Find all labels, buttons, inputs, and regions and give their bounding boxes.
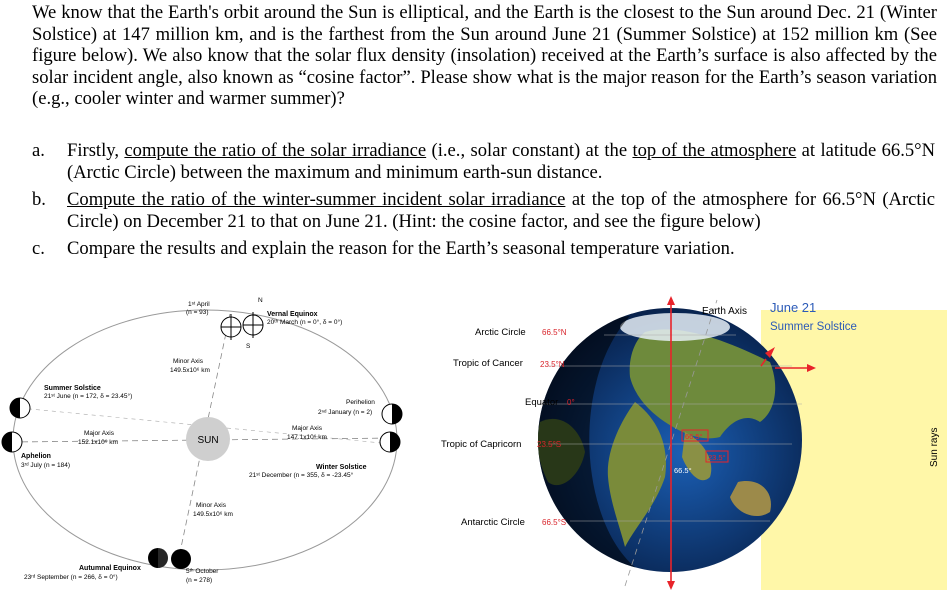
north-label: N [258,297,263,304]
question-text: Compare the results and explain the reason for the Earth’s seasonal temperature variation. [67,238,735,259]
major-axis-right-label: Major Axis [292,425,322,432]
october-label: 5ᵗʰ October [186,568,219,575]
question-label: a. [32,140,45,161]
q-text-part: at the top of the atmosphere for 66.5°N (Arctic Circle) on December 21 to that on June 21. (Hint: the cosine factor, and see the figure below) [67,189,936,232]
summer-solstice-date: 21ˢᵗ June (n = 172, δ = 23.45°) [44,393,133,400]
april-label: 1ˢᵗ April [188,301,210,308]
autumnal-equinox-date: 23ʳᵈ September (n = 266, δ = 0°) [24,574,118,581]
equator-degree: 0° [567,398,575,407]
june-21-title: June 21 [770,300,817,315]
minor-axis-top-label: Minor Axis [173,358,203,365]
orbit-diagram [0,292,420,590]
earth-solstice-diagram [430,292,947,590]
earth-summer-solstice-icon [10,398,30,418]
minor-axis-bottom-label: Minor Axis [196,502,226,509]
minor-axis-bottom-value: 149.5x10⁶ km [193,511,233,518]
q-text-part: (i.e., solar constant) at the [426,140,633,161]
angle-665-label: 66.5° [685,432,703,441]
question-label: b. [32,189,46,210]
antarctic-circle-degree: 66.5°S [542,518,567,527]
q-text-part: Firstly, [67,140,125,161]
sun-label: SUN [197,435,219,446]
aphelion-date: 3ʳᵈ July (n = 184) [21,462,70,469]
april-n-label: (n = 93) [186,309,209,316]
earth-october-icon [171,549,191,569]
vernal-equinox-label: Vernal Equinox [267,311,318,318]
q-underlined: Compute the ratio of the winter-summer incident solar irradiance [67,189,566,210]
arctic-circle-degree: 66.5°N [542,328,567,337]
sun-rays-label: Sun rays [929,427,940,467]
winter-solstice-label: Winter Solstice [316,464,367,471]
arrow-head-icon [667,581,675,590]
angle-665b-label: 66.5° [674,466,692,475]
antarctic-circle-label: Antarctic Circle [461,517,525,528]
perihelion-date: 2ⁿᵈ January (n = 2) [318,409,373,416]
south-label: S [246,343,251,350]
vernal-equinox-date: 20ᵗʰ March (n = 0°, δ = 0°) [267,319,343,326]
q-underlined: top of the atmosphere [632,140,797,161]
angle-235-label: 23.5° [708,453,726,462]
perihelion-label: Perihelion [346,399,375,406]
problem-intro: We know that the Earth's orbit around the Sun is elliptical, and the Earth is the closest to the Sun around Dec. 21 (Winter Solstice) at 147 million km, and is the farthest from the Sun around June 21 (Summer Solstice) at 152 million km (See figure below). We also know that the solar flux density (insolation) received at the Earth’s surface is also affected by the solar incident angle, also known as “cosine factor”. Please show what is the major reason for the Earth’s season variation (e.g., cooler winter and warmer summer)? [32,2,937,110]
tropic-cancer-label: Tropic of Cancer [453,358,523,369]
earth-april-icon [221,314,241,340]
major-axis-left-value: 152.1x10⁶ km [78,439,118,446]
earth-axis-label: Earth Axis [702,306,748,317]
tropic-capricorn-degree: 23.5°S [537,440,562,449]
summer-solstice-title: Summer Solstice [770,321,857,333]
major-axis-left-label: Major Axis [84,430,114,437]
winter-solstice-date: 21ˢᵗ December (n = 355, δ = -23.45° [249,472,354,479]
q-underlined: compute the ratio of the solar irradiance [124,140,427,161]
arctic-circle-label: Arctic Circle [475,327,526,338]
earth-winter-solstice-icon [380,432,400,452]
equator-label: Equator [525,397,559,408]
earth-aphelion-icon [2,432,22,452]
minor-axis-top-value: 149.5x10⁶ km [170,367,210,374]
q-text-part: at latitude 66.5°N (Arctic Circle) between the maximum and minimum earth-sun distance. [67,140,936,183]
question-label: c. [32,238,45,259]
earth-perihelion-icon [382,404,402,424]
arrow-head-icon [667,296,675,305]
tropic-cancer-degree: 23.5°N [540,360,565,369]
major-axis-right-value: 147.1x10⁶ km [287,434,327,441]
autumnal-equinox-label: Autumnal Equinox [79,565,141,572]
question-text [67,189,935,232]
tropic-capricorn-label: Tropic of Capricorn [441,439,522,450]
earth-autumnal-equinox-icon [148,548,168,568]
aphelion-label: Aphelion [21,453,51,460]
summer-solstice-label: Summer Solstice [44,385,101,392]
question-text [67,140,935,183]
october-n-label: (n = 278) [186,577,213,584]
